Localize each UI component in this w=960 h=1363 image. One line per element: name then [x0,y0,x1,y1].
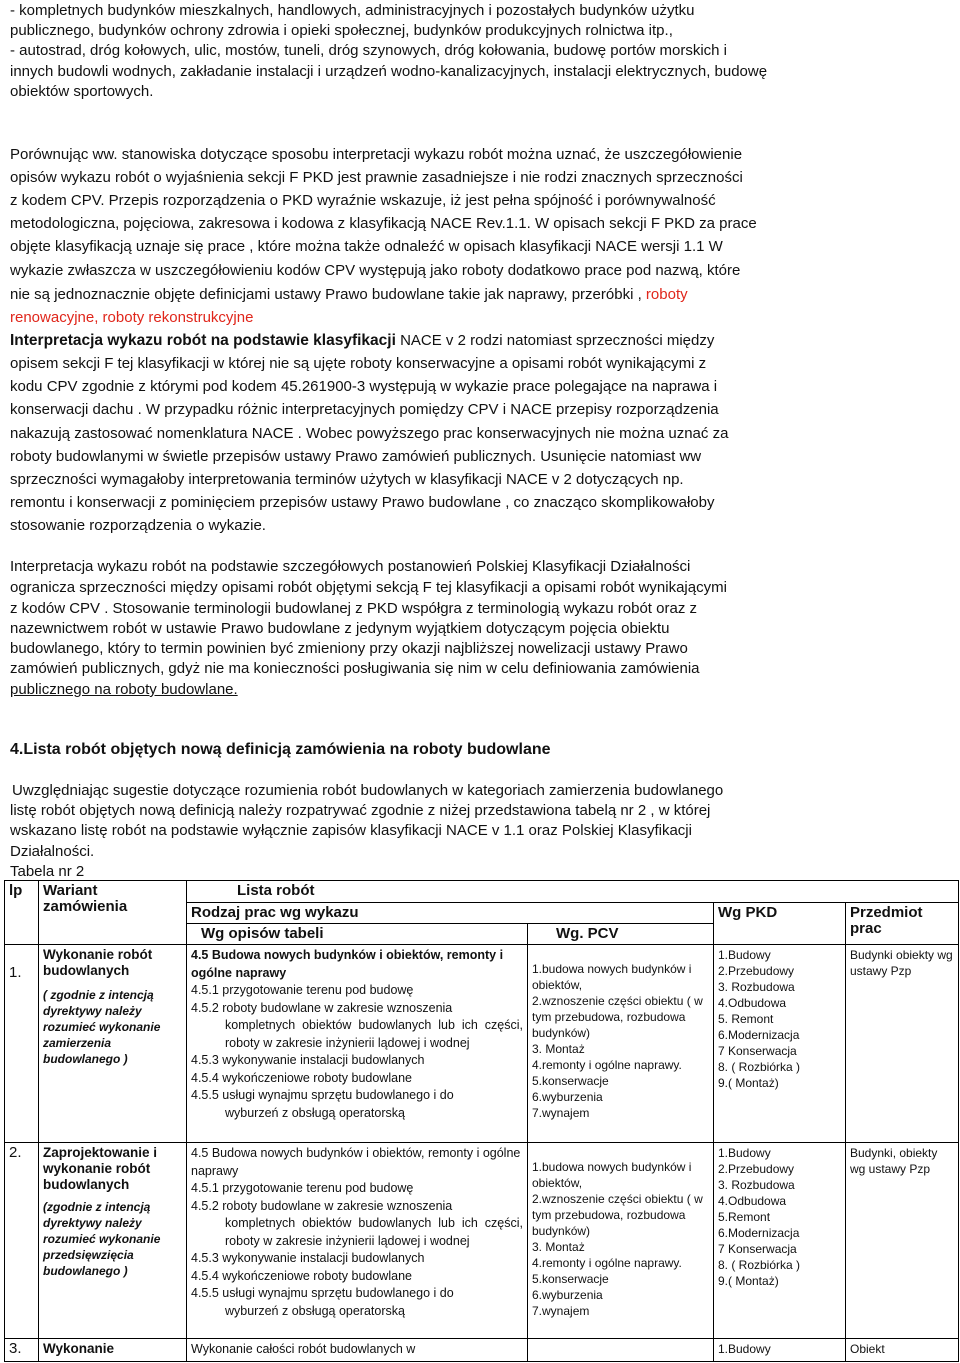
works-list-cell [187,945,528,1143]
text-line: Porównując ww. stanowiska dotyczące sposobu interpretacji wykazu robót można uznać, że uszczegółowienie [10,146,743,163]
header-pcv: Wg. PCV [528,924,714,945]
pkd-item: 3. Rozbudowa [718,1178,795,1192]
text-line: budowlanego, który to termin powinien być zmieniony przy okazji najbliższej nowelizacji ustawy Prawo [10,640,688,657]
text-line: kodu CPV zgodnie z którymi pod kodem 45.261900-3 występują w wykazie prace polegające na naprawa i [10,378,718,395]
works-list-cell [187,1339,528,1362]
variant-title: Wykonanie [39,1339,187,1362]
text-line: publicznego, budynków ochrony zdrowia i opieki społecznej, budynków produkcyjnych rolnictwa itp., [10,22,673,39]
works-item: 4.5.4 wykończeniowe roboty budowlane [191,1268,412,1283]
row-number: 1. [5,945,39,1143]
text-line: z kodem CPV. Przepis rozporządzenia o PKD wyraźnie wskazuje, iż jest pełna spójność i porównywalność [10,192,716,209]
pkd-item: 5. Remont [718,1012,774,1026]
table-row [5,1339,959,1362]
pcv-item: 4.remonty i ogólne naprawy. [532,1058,682,1072]
works-table [4,880,959,1362]
works-item: 4.5.5 usługi wynajmu sprzętu budowlanego i do [191,1286,454,1300]
text-span: NACE v 2 rodzi natomiast sprzeczności między [400,332,715,349]
text-line: remontu i konserwacji z pominięciem przepisów ustawy Prawo budowlane , co znacząco skomplikowałoby [10,494,715,511]
header-wariant: Wariant zamówienia [39,881,187,945]
works-heading: Wykonanie całości robót budowlanych w [191,1342,416,1356]
table-header-row [5,881,959,903]
text-line: konserwacji dachu . W przypadku różnic interpretacyjnych pomiędzy CPV i NACE przepisy rozporządzenia [10,401,719,418]
pkd-item: 2.Przebudowy [718,1162,795,1176]
variant-cell [39,945,187,1143]
text-line: opisów wykazu robót o wyjaśnienia sekcji F PKD jest prawnie zasadniejsze i nie rodzi znacznych sprzeczności [10,169,743,186]
pcv-item: 6.wyburzenia [532,1090,603,1104]
header-przedmiot: Przedmiot prac [846,903,959,945]
text-line: - kompletnych budynków mieszkalnych, handlowych, administracyjnych i pozostałych budynków użytku [10,2,695,19]
works-item: 4.5.4 wykończeniowe roboty budowlane [191,1070,412,1085]
works-item: 4.5.1 przygotowanie terenu pod budowę [191,983,414,997]
works-item: kompletnych obiektów budowlanych lub ich części, roboty w zakresie inżynierii lądowej i wodnej [225,1216,523,1248]
pkd-item: 4.Odbudowa [718,1194,787,1208]
variant-cell [39,1143,187,1339]
header-opisow: Wg opisów tabeli [187,924,528,945]
pkd-cell [714,1143,846,1339]
text-line [10,331,714,351]
pcv-item: 2.wznoszenie części obiektu ( w tym przebudowa, rozbudowa budynków) [532,994,703,1040]
przedmiot-cell: Obiekt [846,1339,959,1362]
works-item: 4.5.3 wykonywanie instalacji budowlanych [191,1053,425,1067]
pkd-item: 1.Budowy [714,1339,846,1362]
pkd-item: 6.Modernizacja [718,1226,800,1240]
pcv-cell [528,1339,714,1362]
przedmiot-cell: Budynki obiekty wg ustawy Pzp [846,945,959,1143]
pcv-item: 7.wynajem [532,1304,590,1318]
header-pkd: Wg PKD [714,903,846,945]
text-line: metodologiczna, pojęciowa, zakresowa i kodowa z klasyfikacją NACE Rev.1.1. W opisach sekcji F PKD za prace [10,215,757,232]
pkd-item: 8. ( Rozbiórka ) [718,1060,801,1074]
text-line: wskazano listę robót na podstawie wyłącznie zapisów klasyfikacji NACE v 1.1 oraz Polskiej Klasyfikacji [10,822,692,839]
pkd-cell [714,945,846,1143]
variant-note: (zgodnie z intencją dyrektywy należy rozumieć wykonanie przedsięwzięcia budowlanego ) [43,1200,161,1278]
header-rodzaj: Rodzaj prac wg wykazu [187,903,714,924]
text-line: objęte klasyfikacją uznaje się prace , które można także odnaleźć w opisach klasyfikacji NACE wersji 1.1 W [10,238,723,255]
text-line: innych budowli wodnych, zakładanie instalacji i urządzeń wodno-kanalizacyjnych, instalacji elektrycznych, budowę [10,63,768,80]
table-row [5,1143,959,1339]
text-line: z kodów CPV . Stosowanie terminologii budowlanej z PKD współgra z terminologią wykazu robót oraz z [10,600,697,617]
pkd-item: 8. ( Rozbiórka ) [718,1258,801,1272]
pkd-item: 9.( Montaż) [718,1076,779,1090]
works-item: 4.5.5 usługi wynajmu sprzętu budowlanego i do [191,1088,454,1102]
variant-title: Zaprojektowanie i wykonanie robót budowlanych [43,1145,158,1192]
variant-title: Wykonanie robót budowlanych [43,947,153,978]
pcv-cell [528,1143,714,1339]
works-item: kompletnych obiektów budowlanych lub ich części, roboty w zakresie inżynierii lądowej i wodnej [225,1018,523,1050]
pcv-item: 5.konserwacje [532,1272,609,1286]
pcv-cell [528,945,714,1143]
pcv-item: 1.budowa nowych budynków i obiektów, [532,962,692,992]
pcv-item: 4.remonty i ogólne naprawy. [532,1256,682,1270]
pkd-item: 4.Odbudowa [718,996,787,1010]
text-span: nie są jednoznacznie objęte definicjami ustawy Prawo budowlane takie jak naprawy, przeróbki , [10,286,642,303]
pkd-item: 7 Konserwacja [718,1044,797,1058]
works-heading: 4.5 Budowa nowych budynków i obiektów, remonty i ogólne naprawy [191,948,504,980]
works-item: 4.5.2 roboty budowlane w zakresie wznoszenia [191,1198,453,1213]
pkd-item: 9.( Montaż) [718,1274,779,1288]
text-line: zamówień publicznych, gdyż nie ma konieczności posługiwania się nim w celu definiowania zamówienia [10,660,700,677]
text-line: obiektów sportowych. [10,83,154,100]
text-line: Interpretacja wykazu robót na podstawie szczegółowych postanowień Polskiej Klasyfikacji Działalności [10,558,691,575]
pcv-item: 1.budowa nowych budynków i obiektów, [532,1160,692,1190]
pcv-item: 3. Montaż [532,1042,585,1056]
works-item: 4.5.1 przygotowanie terenu pod budowę [191,1181,414,1195]
text-line: publicznego na roboty budowlane. [10,681,238,698]
works-heading: 4.5 Budowa nowych budynków i obiektów, remonty i ogólne naprawy [191,1146,521,1178]
przedmiot-cell: Budynki, obiekty wg ustawy Pzp [846,1143,959,1339]
text-line: stosowanie rozporządzenia o wykazie. [10,517,266,534]
text-line: listę robót objętych nową definicją należy rozpatrywać zgodnie z niżej przedstawiona tabelą nr 2 , w której [10,802,711,819]
variant-note: ( zgodnie z intencją dyrektywy należy rozumieć wykonanie zamierzenia budowlanego ) [43,988,161,1066]
text-line: Uwzględniając sugestie dotyczące rozumienia robót budowlanych w kategoriach zamierzenia budowlanego [12,782,724,799]
works-item: wyburzeń z obsługą operatorską [225,1303,405,1318]
text-line: wykazie zwłaszcza w uszczegółowieniu kodów CPV występują jako roboty dodatkowo prace pod nazwą, które [10,262,741,279]
text-line [10,285,688,305]
table-caption: Tabela nr 2 [10,863,85,880]
pkd-item: 1.Budowy [718,948,771,962]
pkd-item: 2.Przebudowy [718,964,795,978]
works-item: 4.5.2 roboty budowlane w zakresie wznoszenia [191,1000,453,1015]
text-line: sprzeczności wymagałoby interpretowania terminów użytych w klasyfikacji NACE v 2 dotyczących np. [10,471,684,488]
bold-text: Interpretacja wykazu robót na podstawie klasyfikacji [10,332,396,349]
pkd-item: 7 Konserwacja [718,1242,797,1256]
works-list-cell [187,1143,528,1339]
pcv-item: 5.konserwacje [532,1074,609,1088]
row-number: 3. [5,1339,39,1362]
text-line: opisem sekcji F tej klasyfikacji w której nie są ujęte roboty konserwacyjne a opisami robót wynikającymi z [10,355,707,372]
text-line: nazewnictwem robót w ustawie Prawo budowlane z jedynym wyjątkiem dotyczącym pojęcia obiektu [10,620,670,637]
table-row [5,945,959,1143]
pcv-item: 2.wznoszenie części obiektu ( w tym przebudowa, rozbudowa budynków) [532,1192,703,1238]
text-line: roboty budowlanymi w świetle przepisów ustawy Prawo zamówień publicznych. Usunięcie natomiast ww [10,448,702,465]
text-line: nakazują zastosować nomenklatura NACE . Wobec powyższego prac konserwacyjnych nie można uznać za [10,425,729,442]
text-line: ogranicza sprzeczności między opisami robót objętymi sekcją F tej klasyfikacji a opisami robót wynikającymi [10,579,727,596]
header-lp: lp [5,881,39,945]
text-line: Działalności. [10,843,95,860]
works-item: wyburzeń z obsługą operatorską [225,1105,405,1120]
header-lista: Lista robót [187,881,959,903]
pkd-item: 1.Budowy [718,1146,771,1160]
works-item: 4.5.3 wykonywanie instalacji budowlanych [191,1251,425,1265]
pkd-item: 6.Modernizacja [718,1028,800,1042]
pcv-item: 7.wynajem [532,1106,590,1120]
pkd-item: 5.Remont [718,1210,771,1224]
highlighted-text: renowacyjne, roboty rekonstrukcyjne [10,309,254,326]
section-heading: 4.Lista robót objętych nową definicją zamówienia na roboty budowlane [10,741,551,758]
text-line: - autostrad, dróg kołowych, ulic, mostów, tuneli, dróg szynowych, dróg kołowania, budowę portów morskich i [10,42,728,59]
pcv-item: 6.wyburzenia [532,1288,603,1302]
pkd-item: 3. Rozbudowa [718,980,795,994]
row-number: 2. [5,1143,39,1339]
highlighted-text: roboty [645,286,688,303]
pcv-item: 3. Montaż [532,1240,585,1254]
